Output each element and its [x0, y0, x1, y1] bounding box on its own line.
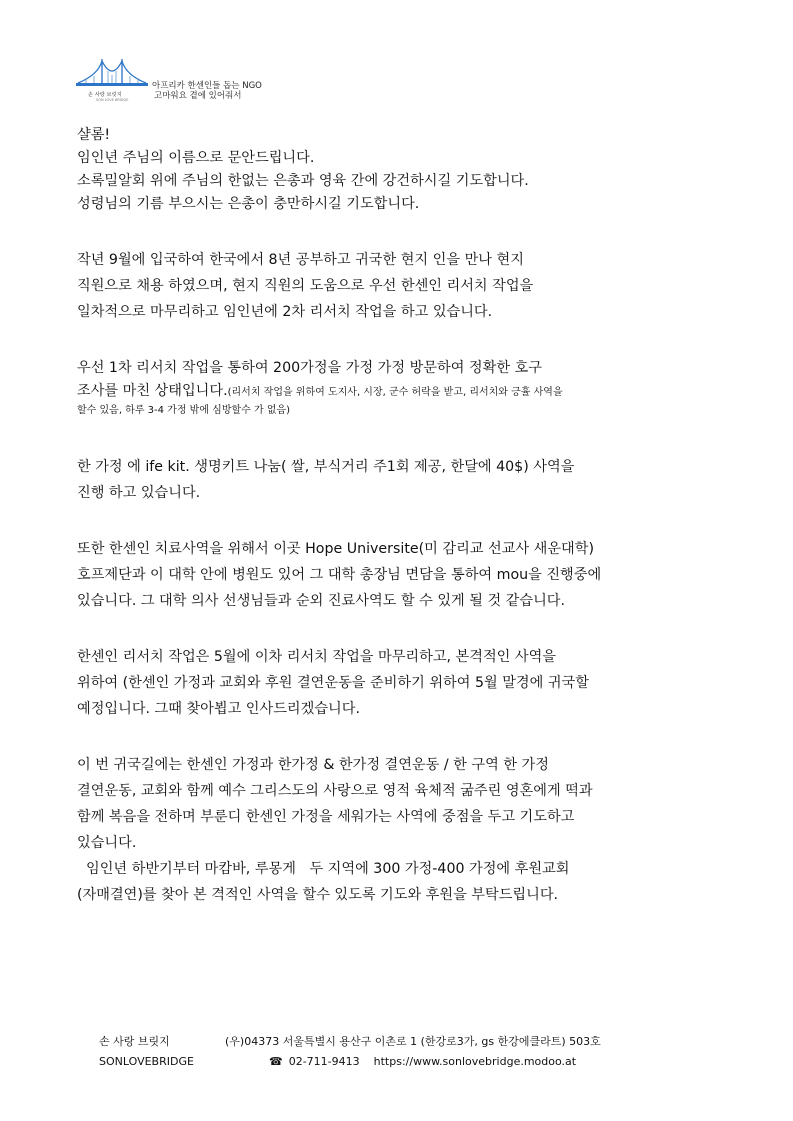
- paragraph-7-line: 결연운동, 교회와 함께 예수 그리스도의 사랑으로 영적 육체적 굶주린 영혼에게 떡과: [77, 783, 593, 799]
- footer-contact: [269, 1052, 576, 1072]
- logo-subtext: SON LOVE BRIDGE: [96, 98, 129, 102]
- footer-address: (우)04373 서울특별시 용산구 이촌로 1 (한강로3가, gs 한강에클라트) 503호: [225, 1035, 601, 1048]
- paragraph-1-line: 임인년 주님의 이름으로 문안드립니다.: [77, 150, 315, 166]
- header-tagline: [152, 81, 262, 101]
- paragraph-6-line: 예정입니다. 그때 찾아뵙고 인사드리겠습니다.: [77, 701, 360, 717]
- paragraph-6-line: 한센인 리서치 작업은 5월에 이차 리서치 작업을 마무리하고, 본격적인 사역을: [77, 649, 556, 665]
- paragraph-4-line: 진행 하고 있습니다.: [77, 485, 201, 501]
- letter-body: [77, 124, 737, 907]
- paragraph-5-line: 있습니다. 그 대학 의사 선생님들과 순외 진료사역도 할 수 있게 될 것 같습니다.: [77, 593, 565, 609]
- paragraph-5-line: 호프제단과 이 대학 안에 병원도 있어 그 대학 총장님 면담을 통하여 mou을 진행중에: [77, 567, 602, 583]
- paragraph-7-line: 이 번 귀국길에는 한센인 가정과 한가정 & 한가정 결연운동 / 한 구역 한 가정: [77, 757, 549, 773]
- footer: [99, 1032, 601, 1072]
- paragraph-2-line: 작년 9월에 입국하여 한국에서 8년 공부하고 귀국한 현지 인을 만나 현지: [77, 252, 524, 268]
- greeting: 샬롬!: [77, 127, 111, 143]
- paragraph-7-line: 함께 복음을 전하며 부룬디 한센인 가정을 세워가는 사역에 중점을 두고 기도하고: [77, 809, 575, 825]
- paragraph-5-line: 또한 한센인 치료사역을 위해서 이곳 Hope Universite(미 감리교 선교사 새운대학): [77, 541, 594, 557]
- logo-text: 손 사랑 브릿지: [88, 92, 122, 98]
- paragraph-7-line: 있습니다.: [77, 835, 137, 851]
- paragraph-3-main: 조사를 마친 상태입니다.: [77, 383, 228, 399]
- paragraph-4-line: 한 가정 에 ife kit. 생명키트 나눔( 쌀, 부식거리 주1회 제공, 한달에 40$) 사역을: [77, 459, 575, 475]
- paragraph-3-note: (리서치 작업을 위하여 도지사, 시장, 군수 허락을 받고, 리서치와 긍휼 사역을: [227, 387, 563, 398]
- paragraph-3-line: [77, 380, 737, 403]
- footer-phone: 02-711-9413: [288, 1055, 360, 1068]
- bridge-logo-icon: [76, 55, 148, 95]
- footer-org-kr: 손 사랑 브릿지: [99, 1035, 170, 1048]
- paragraph-7-line: 임인년 하반기부터 마캄바, 루몽게 두 지역에 300 가정-400 가정에 후원교회: [77, 861, 570, 877]
- paragraph-6-line: 위하여 (한센인 가정과 교회와 후원 결연운동을 준비하기 위하여 5월 말경에 귀국할: [77, 675, 589, 691]
- tagline-line-1: 아프리카 한센인들 돕는 NGO: [152, 81, 262, 91]
- paragraph-1-line: 소록밀알회 위에 주님의 한없는 은총과 영육 간에 강건하시길 기도합니다.: [77, 173, 529, 189]
- paragraph-3-line: 우선 1차 리서치 작업을 통하여 200가정을 가정 가정 방문하여 정확한 호구: [77, 360, 542, 376]
- footer-url[interactable]: https://www.sonlovebridge.modoo.at: [373, 1055, 577, 1068]
- paragraph-2-line: 일차적으로 마무리하고 임인년에 2차 리서치 작업을 하고 있습니다.: [77, 304, 493, 320]
- footer-org-en: SONLOVEBRIDGE: [99, 1055, 194, 1068]
- paragraph-3-note-cont: 할수 있음, 하루 3-4 가정 밖에 심방할수 가 없음): [77, 405, 291, 416]
- paragraph-7-line: (자매결연)를 찾아 본 격적인 사역을 할수 있도록 기도와 후원을 부탁드립니다.: [77, 887, 559, 903]
- paragraph-2-line: 직원으로 채용 하였으며, 현지 직원의 도움으로 우선 한센인 리서치 작업을: [77, 278, 534, 294]
- phone-icon: ☎: [269, 1055, 283, 1068]
- tagline-line-2: 고마워요 곁에 있어줘서: [154, 91, 242, 101]
- paragraph-1-line: 성령님의 기름 부으시는 은총이 충만하시길 기도합니다.: [77, 196, 420, 212]
